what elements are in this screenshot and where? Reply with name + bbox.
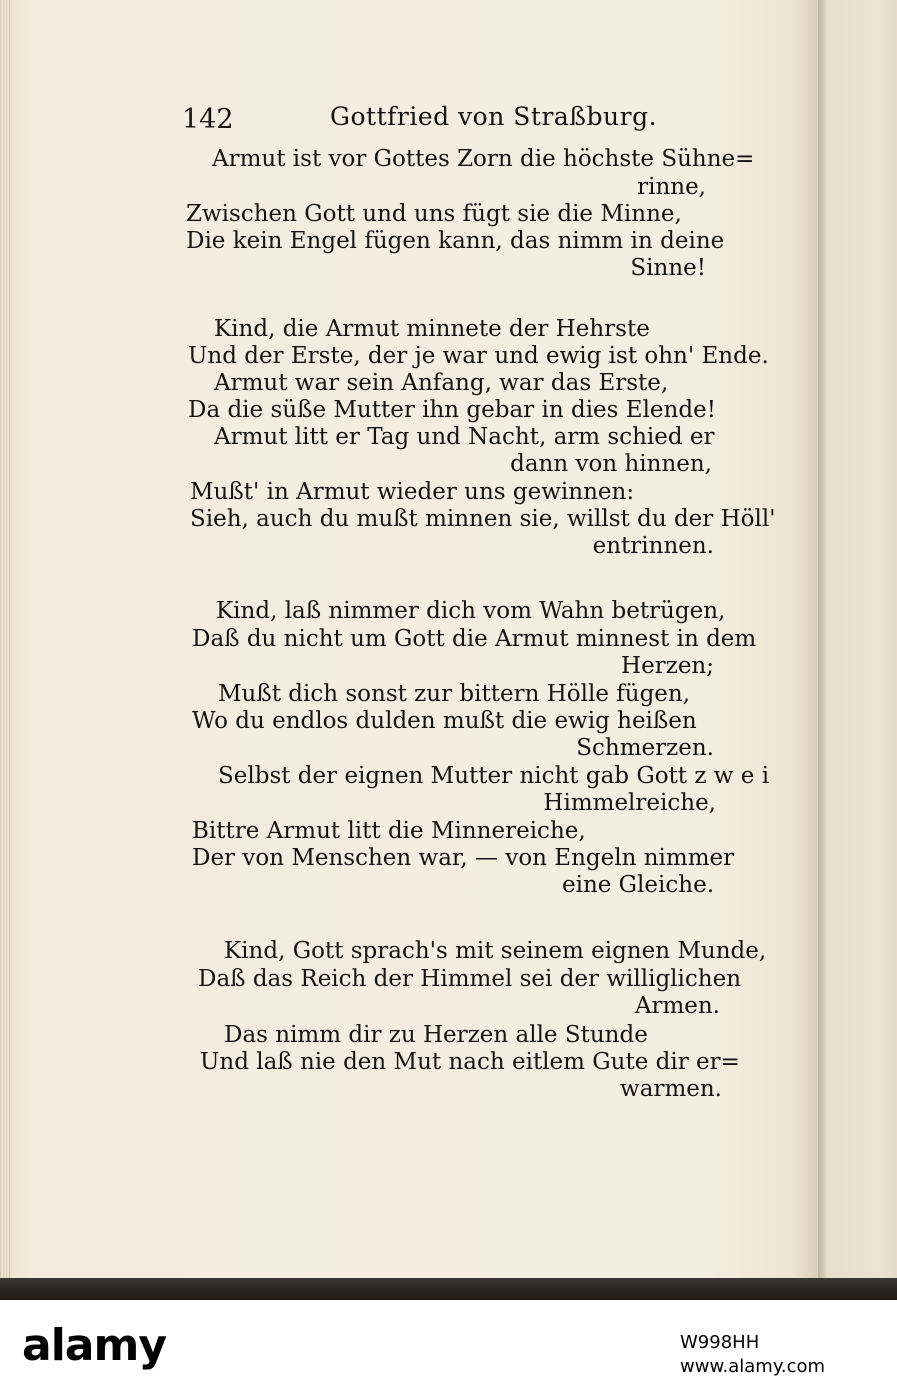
adjacent-page <box>818 0 897 1300</box>
verse-line: Herzen; <box>621 653 714 679</box>
verse-line: Und der Erste, der je war und ewig ist ohn' Ende. <box>188 343 769 369</box>
verse-line: eine Gleiche. <box>561 872 714 898</box>
verse-line: Die kein Engel fügen kann, das nimm in deine <box>186 228 725 254</box>
verse-line: Und laß nie den Mut nach eitlem Gute dir er= <box>200 1049 740 1075</box>
verse-line: warmen. <box>620 1076 722 1102</box>
stock-logo: alamy <box>22 1320 166 1371</box>
page-edge <box>0 0 12 1284</box>
page-number: 142 <box>182 104 234 135</box>
verse-line: Kind, Gott sprach's mit seinem eignen Munde, <box>224 938 767 964</box>
verse-line: Wo du endlos dulden mußt die ewig heißen <box>192 708 697 734</box>
running-head: Gottfried von Straßburg. <box>330 102 658 131</box>
verse-line: Armen. <box>634 993 720 1019</box>
verse-line: Zwischen Gott und uns fügt sie die Minne, <box>186 201 682 227</box>
verse-line: Daß du nicht um Gott die Armut minnest in dem <box>192 626 757 652</box>
verse-line: dann von hinnen, <box>510 451 712 477</box>
verse-line: rinne, <box>637 174 706 200</box>
verse-line: Daß das Reich der Himmel sei der williglichen <box>198 966 742 992</box>
verse-line: Der von Menschen war, — von Engeln nimmer <box>192 845 735 871</box>
verse-line: Schmerzen. <box>576 735 714 761</box>
stock-image-id: W998HH <box>680 1332 760 1353</box>
verse-line: Armut war sein Anfang, war das Erste, <box>214 370 669 396</box>
verse-line: Bittre Armut litt die Minnereiche, <box>192 818 586 844</box>
verse-line: Mußt' in Armut wieder uns gewinnen: <box>190 479 635 505</box>
verse-line: Armut ist vor Gottes Zorn die höchste Sühne= <box>212 146 755 172</box>
verse-line: entrinnen. <box>592 533 714 559</box>
book-shadow <box>0 1278 897 1300</box>
verse-line: Das nimm dir zu Herzen alle Stunde <box>224 1022 648 1048</box>
verse-line: Selbst der eignen Mutter nicht gab Gott z w e i <box>218 763 770 789</box>
stock-url: www.alamy.com <box>680 1356 826 1377</box>
verse-line: Kind, laß nimmer dich vom Wahn betrügen, <box>216 598 726 624</box>
verse-line: Armut litt er Tag und Nacht, arm schied er <box>214 424 715 450</box>
verse-line: Mußt dich sonst zur bittern Hölle fügen, <box>218 681 691 707</box>
verse-line: Kind, die Armut minnete der Hehrste <box>214 316 650 342</box>
verse-line: Sieh, auch du mußt minnen sie, willst du der Höll' <box>190 506 776 532</box>
verse-line: Sinne! <box>630 255 706 281</box>
verse-line: Da die süße Mutter ihn gebar in dies Elende! <box>188 397 716 423</box>
verse-line: Himmelreiche, <box>543 790 716 816</box>
